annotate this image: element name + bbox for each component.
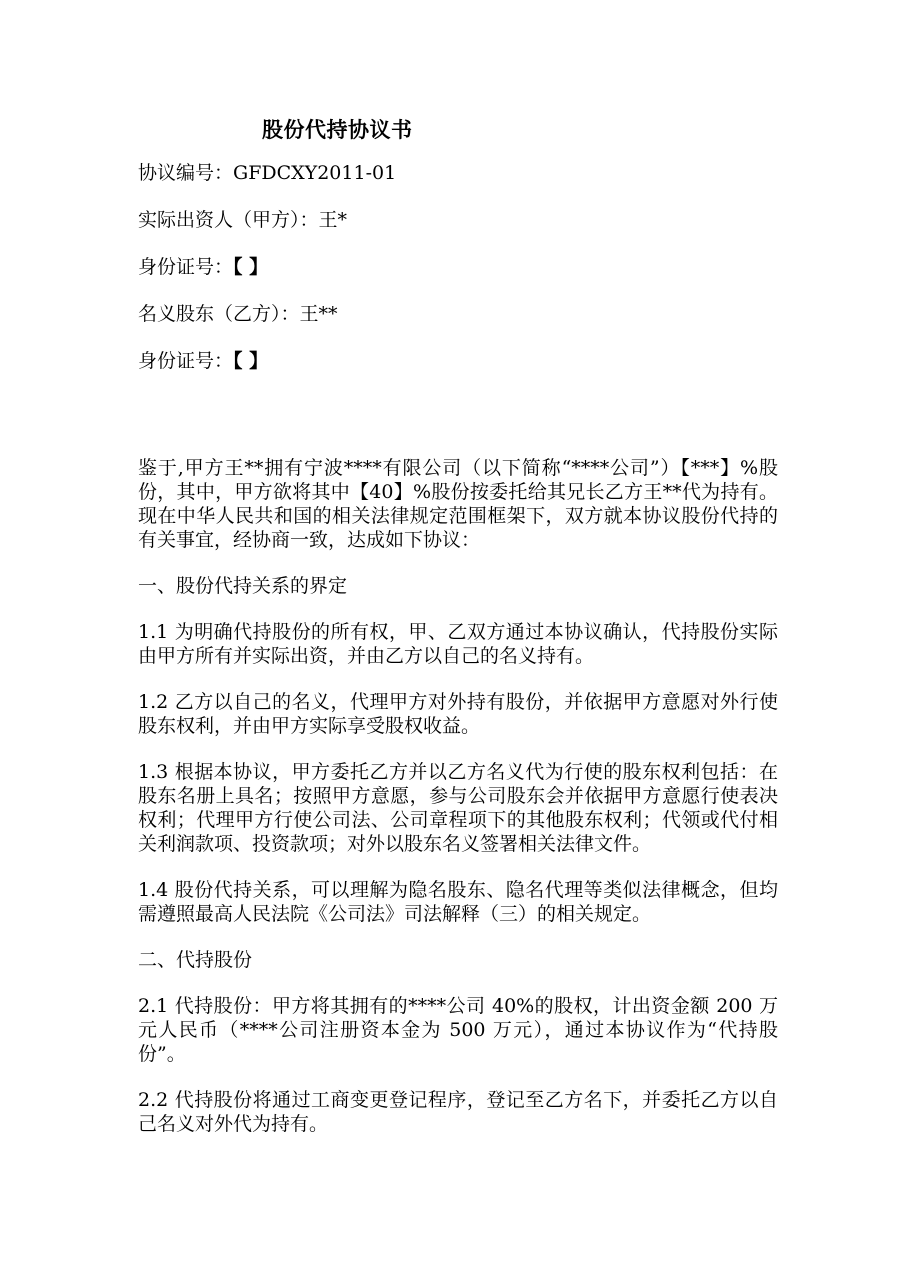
field-value: 王* bbox=[318, 209, 348, 231]
clause-1-1: 1.1 为明确代持股份的所有权，甲、乙双方通过本协议确认，代持股份实际由甲方所有并实际出资，并由乙方以自己的名义持有。 bbox=[138, 621, 778, 667]
clause-1-3: 1.3 根据本协议，甲方委托乙方并以乙方名义代为行使的股东权利包括：在股东名册上具名；按照甲方意愿，参与公司股东会并依据甲方意愿行使表决权利；代理甲方行使公司法、公司章程项下的其他股东权利；代领或代付相关利润款项、投资款项；对外以股东名义签署相关法律文件。 bbox=[138, 761, 778, 855]
agreement-number-field bbox=[138, 161, 778, 185]
investor-id-field bbox=[138, 255, 778, 279]
clause-1-2: 1.2 乙方以自己的名义，代理甲方对外持有股份，并依据甲方意愿对外行使股东权利，并由甲方实际享受股权收益。 bbox=[138, 691, 778, 737]
field-value: GFDCXY2011-01 bbox=[233, 162, 397, 184]
section-2-heading: 二、代持股份 bbox=[138, 949, 253, 971]
clause-2-1: 2.1 代持股份：甲方将其拥有的****公司 40%的股权，计出资金额 200 万元人民币（****公司注册资本金为 500 万元），通过本协议作为“代持股份”。 bbox=[138, 995, 778, 1065]
section-1-heading: 一、股份代持关系的界定 bbox=[138, 575, 348, 597]
field-label: 名义股东（乙方）： bbox=[138, 303, 300, 325]
nominee-id-field bbox=[138, 349, 778, 373]
document-page bbox=[138, 112, 778, 1158]
clause-2-2: 2.2 代持股份将通过工商变更登记程序，登记至乙方名下，并委托乙方以自己名义对外代为持有。 bbox=[138, 1089, 778, 1135]
document-title: 股份代持协议书 bbox=[262, 117, 413, 142]
field-value: 【 】 bbox=[233, 350, 269, 372]
clause-1-4: 1.4 股份代持关系，可以理解为隐名股东、隐名代理等类似法律概念，但均需遵照最高人民法院《公司法》司法解释（三）的相关规定。 bbox=[138, 879, 778, 925]
field-label: 身份证号： bbox=[138, 350, 234, 372]
field-value: 【 】 bbox=[233, 256, 269, 278]
spacer bbox=[138, 396, 778, 456]
investor-field bbox=[138, 208, 778, 232]
nominee-field bbox=[138, 302, 778, 326]
field-label: 身份证号： bbox=[138, 256, 234, 278]
field-value: 王** bbox=[299, 303, 338, 325]
field-label: 协议编号： bbox=[138, 162, 234, 184]
field-label: 实际出资人（甲方）： bbox=[138, 209, 319, 231]
preamble-paragraph: 鉴于,甲方王**拥有宁波****有限公司（以下简称“****公司”）【***】%股份，其中，甲方欲将其中【40】%股份按委托给其兄长乙方王**代为持有。现在中华人民共和国的相关法律规定范围框架下，双方就本协议股份代持的有关事宜，经协商一致，达成如下协议： bbox=[138, 457, 778, 551]
